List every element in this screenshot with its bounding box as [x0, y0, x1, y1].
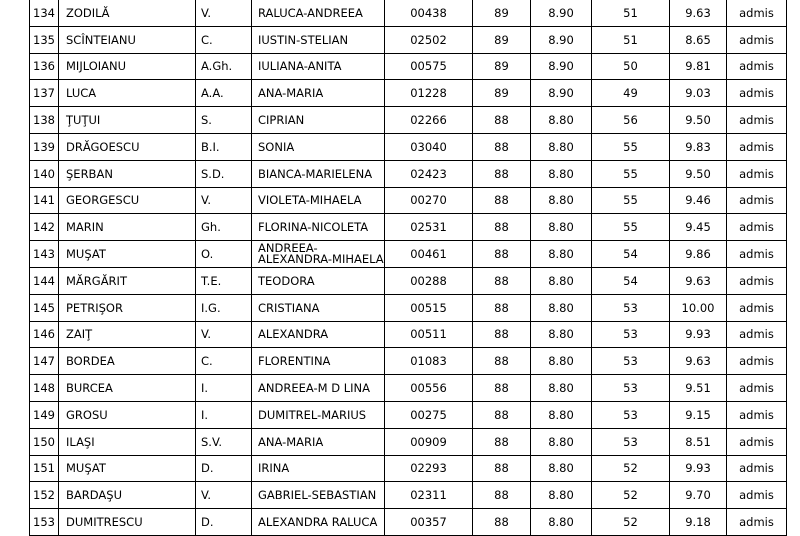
result-status-cell: admis [727, 267, 787, 294]
row-number-cell: 139 [30, 133, 59, 160]
score-cell: 88 [473, 187, 531, 214]
score-cell: 88 [473, 321, 531, 348]
secondary-grade-cell: 9.45 [670, 214, 727, 241]
secondary-score-cell: 53 [592, 428, 670, 455]
score-cell: 88 [473, 294, 531, 321]
secondary-score-cell: 53 [592, 401, 670, 428]
grade-cell: 8.90 [531, 26, 592, 53]
grade-cell: 8.80 [531, 214, 592, 241]
candidate-code-cell: 00556 [385, 375, 473, 402]
row-number-cell: 148 [30, 375, 59, 402]
father-initial-cell: D. [196, 455, 252, 482]
candidate-code-cell: 00270 [385, 187, 473, 214]
father-initial-cell: O. [196, 241, 252, 268]
secondary-score-cell: 51 [592, 26, 670, 53]
table-row [30, 375, 787, 402]
given-names-cell: GABRIEL-SEBASTIAN [252, 482, 385, 509]
secondary-grade-cell: 9.83 [670, 133, 727, 160]
secondary-grade-cell: 9.15 [670, 401, 727, 428]
candidate-code-cell: 02502 [385, 26, 473, 53]
candidate-code-cell: 03040 [385, 133, 473, 160]
result-status-cell: admis [727, 455, 787, 482]
candidate-code-cell: 02311 [385, 482, 473, 509]
surname-cell: DUMITRESCU [59, 509, 196, 536]
candidate-code-cell: 00575 [385, 53, 473, 80]
given-names-cell: CRISTIANA [252, 294, 385, 321]
row-number-cell: 141 [30, 187, 59, 214]
given-names-cell: TEODORA [252, 267, 385, 294]
father-initial-cell: I. [196, 401, 252, 428]
secondary-grade-cell: 9.51 [670, 375, 727, 402]
secondary-score-cell: 53 [592, 294, 670, 321]
father-initial-cell: V. [196, 321, 252, 348]
table-row [30, 267, 787, 294]
results-table [29, 0, 787, 536]
score-cell: 88 [473, 375, 531, 402]
score-cell: 89 [473, 80, 531, 107]
surname-cell: ZAIŢ [59, 321, 196, 348]
father-initial-cell: V. [196, 0, 252, 26]
grade-cell: 8.80 [531, 187, 592, 214]
secondary-grade-cell: 9.63 [670, 0, 727, 26]
secondary-score-cell: 53 [592, 321, 670, 348]
secondary-grade-cell: 8.65 [670, 26, 727, 53]
table-row [30, 321, 787, 348]
father-initial-cell: T.E. [196, 267, 252, 294]
secondary-score-cell: 53 [592, 375, 670, 402]
secondary-grade-cell: 9.93 [670, 321, 727, 348]
row-number-cell: 147 [30, 348, 59, 375]
result-status-cell: admis [727, 214, 787, 241]
father-initial-cell: B.I. [196, 133, 252, 160]
score-cell: 89 [473, 26, 531, 53]
table-row [30, 214, 787, 241]
secondary-score-cell: 54 [592, 241, 670, 268]
table-row [30, 160, 787, 187]
grade-cell: 8.80 [531, 348, 592, 375]
secondary-grade-cell: 9.18 [670, 509, 727, 536]
table-row [30, 26, 787, 53]
secondary-score-cell: 55 [592, 133, 670, 160]
given-names-cell: IULIANA-ANITA [252, 53, 385, 80]
given-names-cell: IRINA [252, 455, 385, 482]
father-initial-cell: C. [196, 26, 252, 53]
grade-cell: 8.90 [531, 0, 592, 26]
surname-cell: ILAŞI [59, 428, 196, 455]
table-row [30, 133, 787, 160]
table-row [30, 428, 787, 455]
score-cell: 88 [473, 267, 531, 294]
given-names-cell: IUSTIN-STELIAN [252, 26, 385, 53]
row-number-cell: 144 [30, 267, 59, 294]
candidate-code-cell: 00461 [385, 241, 473, 268]
grade-cell: 8.90 [531, 53, 592, 80]
table-row [30, 187, 787, 214]
row-number-cell: 140 [30, 160, 59, 187]
row-number-cell: 142 [30, 214, 59, 241]
table-row [30, 241, 787, 268]
father-initial-cell: C. [196, 348, 252, 375]
surname-cell: GEORGESCU [59, 187, 196, 214]
table-row [30, 348, 787, 375]
grade-cell: 8.80 [531, 455, 592, 482]
grade-cell: 8.90 [531, 80, 592, 107]
father-initial-cell: S.V. [196, 428, 252, 455]
given-names-cell: RALUCA-ANDREEA [252, 0, 385, 26]
table-row [30, 401, 787, 428]
candidate-code-cell: 00275 [385, 401, 473, 428]
result-status-cell: admis [727, 509, 787, 536]
father-initial-cell: I.G. [196, 294, 252, 321]
candidate-code-cell: 01083 [385, 348, 473, 375]
surname-cell: ZODILĂ [59, 0, 196, 26]
grade-cell: 8.80 [531, 428, 592, 455]
grade-cell: 8.80 [531, 509, 592, 536]
surname-cell: MUŞAT [59, 241, 196, 268]
surname-cell: MIJLOIANU [59, 53, 196, 80]
surname-cell: SCÎNTEIANU [59, 26, 196, 53]
row-number-cell: 135 [30, 26, 59, 53]
row-number-cell: 151 [30, 455, 59, 482]
score-cell: 88 [473, 214, 531, 241]
grade-cell: 8.80 [531, 160, 592, 187]
score-cell: 89 [473, 0, 531, 26]
father-initial-cell: A.Gh. [196, 53, 252, 80]
score-cell: 88 [473, 107, 531, 134]
secondary-grade-cell: 9.46 [670, 187, 727, 214]
result-status-cell: admis [727, 241, 787, 268]
secondary-score-cell: 55 [592, 160, 670, 187]
result-status-cell: admis [727, 26, 787, 53]
results-table-body [30, 0, 787, 535]
secondary-grade-cell: 9.63 [670, 267, 727, 294]
table-row [30, 107, 787, 134]
given-names-cell: ALEXANDRA RALUCA [252, 509, 385, 536]
candidate-code-cell: 00511 [385, 321, 473, 348]
secondary-grade-cell: 9.50 [670, 107, 727, 134]
given-names-cell: FLORINA-NICOLETA [252, 214, 385, 241]
secondary-grade-cell: 10.00 [670, 294, 727, 321]
result-status-cell: admis [727, 80, 787, 107]
score-cell: 88 [473, 428, 531, 455]
surname-cell: ŞERBAN [59, 160, 196, 187]
row-number-cell: 143 [30, 241, 59, 268]
father-initial-cell: I. [196, 375, 252, 402]
table-row [30, 455, 787, 482]
candidate-code-cell: 00909 [385, 428, 473, 455]
surname-cell: LUCA [59, 80, 196, 107]
result-status-cell: admis [727, 375, 787, 402]
row-number-cell: 145 [30, 294, 59, 321]
result-status-cell: admis [727, 482, 787, 509]
table-row [30, 53, 787, 80]
secondary-score-cell: 53 [592, 348, 670, 375]
surname-cell: BARDAŞU [59, 482, 196, 509]
candidate-code-cell: 02266 [385, 107, 473, 134]
score-cell: 88 [473, 348, 531, 375]
result-status-cell: admis [727, 321, 787, 348]
secondary-grade-cell: 8.51 [670, 428, 727, 455]
score-cell: 88 [473, 160, 531, 187]
given-names-cell: CIPRIAN [252, 107, 385, 134]
given-names-cell: ANA-MARIA [252, 428, 385, 455]
secondary-score-cell: 49 [592, 80, 670, 107]
father-initial-cell: D. [196, 509, 252, 536]
candidate-code-cell: 02423 [385, 160, 473, 187]
row-number-cell: 150 [30, 428, 59, 455]
result-status-cell: admis [727, 133, 787, 160]
score-cell: 88 [473, 509, 531, 536]
row-number-cell: 137 [30, 80, 59, 107]
grade-cell: 8.80 [531, 294, 592, 321]
given-names-cell: BIANCA-MARIELENA [252, 160, 385, 187]
table-row [30, 482, 787, 509]
candidate-code-cell: 02293 [385, 455, 473, 482]
result-status-cell: admis [727, 53, 787, 80]
result-status-cell: admis [727, 401, 787, 428]
surname-cell: MARIN [59, 214, 196, 241]
candidate-code-cell: 01228 [385, 80, 473, 107]
row-number-cell: 149 [30, 401, 59, 428]
table-row [30, 0, 787, 26]
score-cell: 88 [473, 455, 531, 482]
surname-cell: PETRIŞOR [59, 294, 196, 321]
secondary-grade-cell: 9.50 [670, 160, 727, 187]
result-status-cell: admis [727, 294, 787, 321]
given-names-cell: DUMITREL-MARIUS [252, 401, 385, 428]
row-number-cell: 138 [30, 107, 59, 134]
father-initial-cell: S.D. [196, 160, 252, 187]
secondary-grade-cell: 9.63 [670, 348, 727, 375]
secondary-grade-cell: 9.81 [670, 53, 727, 80]
score-cell: 88 [473, 401, 531, 428]
secondary-score-cell: 52 [592, 482, 670, 509]
secondary-score-cell: 55 [592, 187, 670, 214]
table-row [30, 80, 787, 107]
father-initial-cell: Gh. [196, 214, 252, 241]
surname-cell: MĂRGĂRIT [59, 267, 196, 294]
row-number-cell: 153 [30, 509, 59, 536]
father-initial-cell: V. [196, 482, 252, 509]
row-number-cell: 146 [30, 321, 59, 348]
grade-cell: 8.80 [531, 482, 592, 509]
grade-cell: 8.80 [531, 267, 592, 294]
given-names-cell: ANDREEA-ALEXANDRA-MIHAELA [252, 241, 385, 268]
father-initial-cell: S. [196, 107, 252, 134]
given-names-cell: ANDREEA-M D LINA [252, 375, 385, 402]
surname-cell: MUŞAT [59, 455, 196, 482]
father-initial-cell: A.A. [196, 80, 252, 107]
row-number-cell: 152 [30, 482, 59, 509]
grade-cell: 8.80 [531, 375, 592, 402]
given-names-cell: VIOLETA-MIHAELA [252, 187, 385, 214]
candidate-code-cell: 00288 [385, 267, 473, 294]
secondary-score-cell: 52 [592, 509, 670, 536]
candidate-code-cell: 02531 [385, 214, 473, 241]
secondary-score-cell: 54 [592, 267, 670, 294]
row-number-cell: 134 [30, 0, 59, 26]
result-status-cell: admis [727, 107, 787, 134]
surname-cell: DRĂGOESCU [59, 133, 196, 160]
secondary-grade-cell: 9.86 [670, 241, 727, 268]
score-cell: 88 [473, 482, 531, 509]
result-status-cell: admis [727, 428, 787, 455]
table-row [30, 294, 787, 321]
surname-cell: BURCEA [59, 375, 196, 402]
result-status-cell: admis [727, 348, 787, 375]
candidate-code-cell: 00438 [385, 0, 473, 26]
surname-cell: ŢUŢUI [59, 107, 196, 134]
surname-cell: GROSU [59, 401, 196, 428]
given-names-cell: ANA-MARIA [252, 80, 385, 107]
grade-cell: 8.80 [531, 107, 592, 134]
result-status-cell: admis [727, 160, 787, 187]
score-cell: 89 [473, 53, 531, 80]
given-names-cell: ALEXANDRA [252, 321, 385, 348]
secondary-score-cell: 56 [592, 107, 670, 134]
secondary-score-cell: 50 [592, 53, 670, 80]
secondary-grade-cell: 9.93 [670, 455, 727, 482]
secondary-score-cell: 51 [592, 0, 670, 26]
secondary-grade-cell: 9.70 [670, 482, 727, 509]
secondary-grade-cell: 9.03 [670, 80, 727, 107]
secondary-score-cell: 52 [592, 455, 670, 482]
results-sheet [29, 0, 787, 536]
table-row [30, 509, 787, 536]
father-initial-cell: V. [196, 187, 252, 214]
row-number-cell: 136 [30, 53, 59, 80]
grade-cell: 8.80 [531, 241, 592, 268]
candidate-code-cell: 00357 [385, 509, 473, 536]
candidate-code-cell: 00515 [385, 294, 473, 321]
score-cell: 88 [473, 133, 531, 160]
secondary-score-cell: 55 [592, 214, 670, 241]
surname-cell: BORDEA [59, 348, 196, 375]
result-status-cell: admis [727, 0, 787, 26]
given-names-cell: FLORENTINA [252, 348, 385, 375]
grade-cell: 8.80 [531, 401, 592, 428]
grade-cell: 8.80 [531, 321, 592, 348]
score-cell: 88 [473, 241, 531, 268]
result-status-cell: admis [727, 187, 787, 214]
grade-cell: 8.80 [531, 133, 592, 160]
given-names-cell: SONIA [252, 133, 385, 160]
